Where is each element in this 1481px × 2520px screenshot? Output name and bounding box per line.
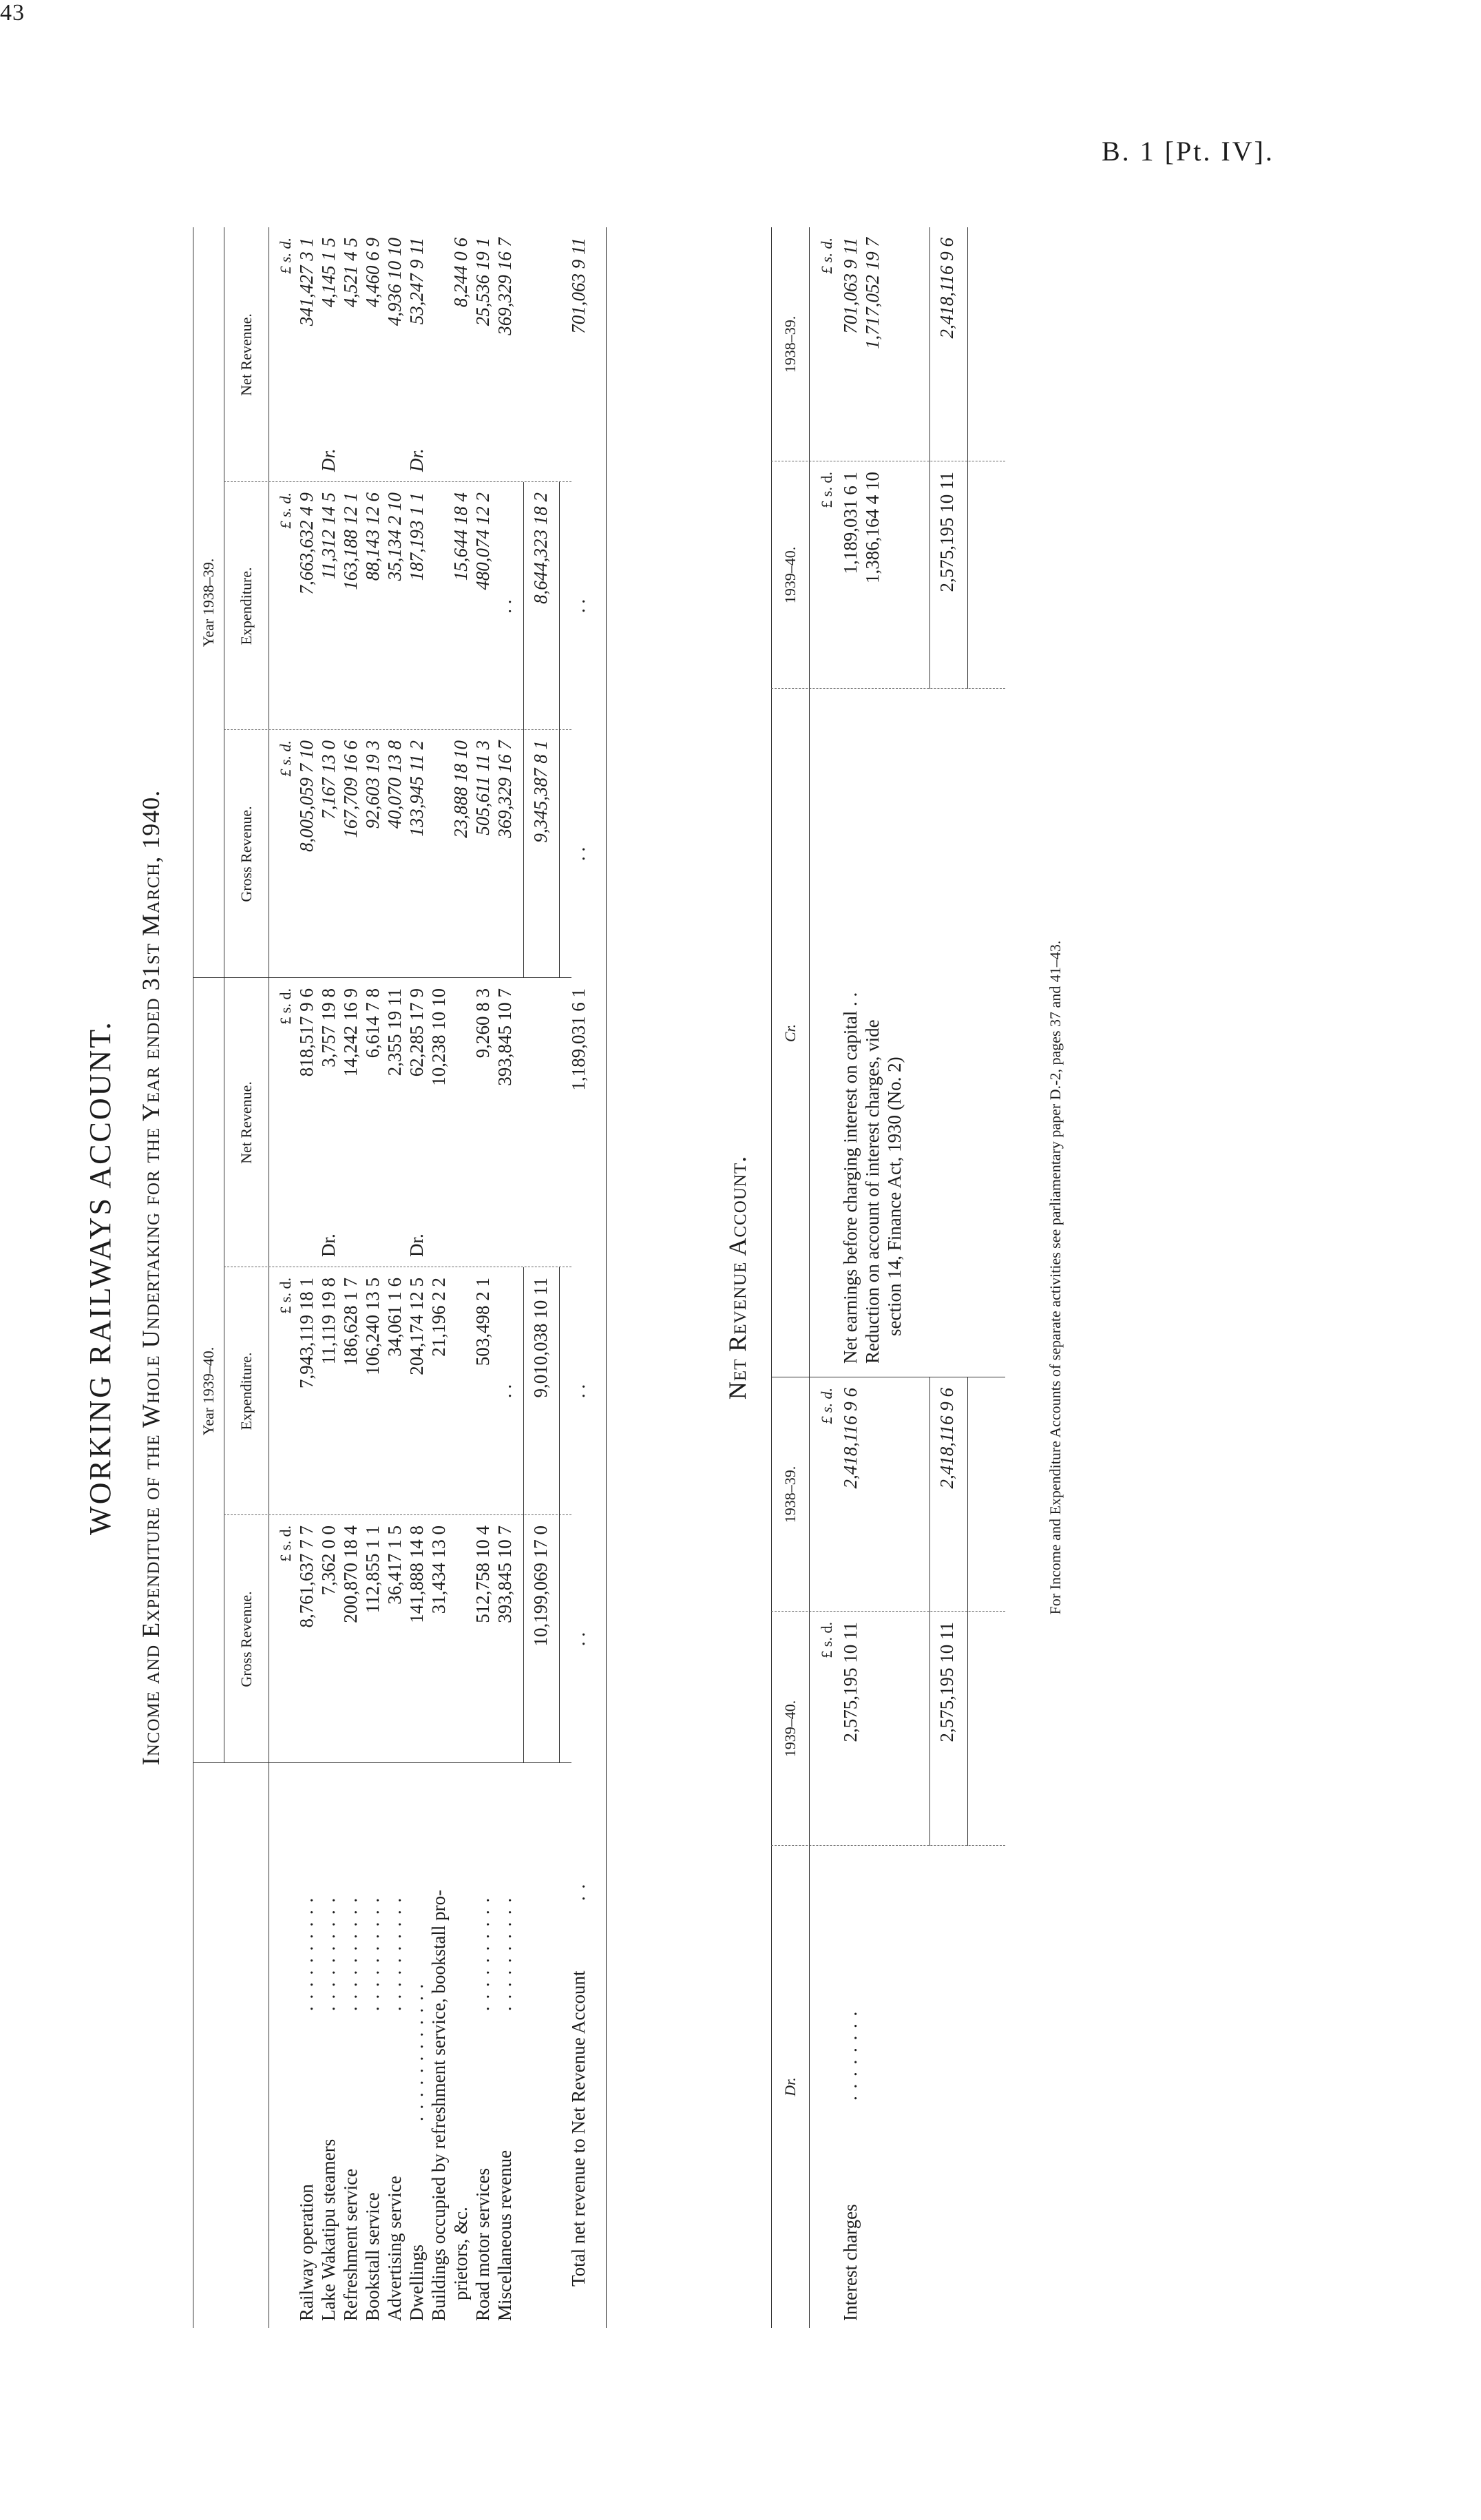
credit-label-3: section 14, Finance Act, 1930 (No. 2) (884, 1056, 905, 1336)
exp-1939: 34,061 1 6 (384, 1278, 405, 1357)
cr-col-1939: 1939–40. (781, 546, 799, 604)
dr-heading: Dr. (781, 2077, 799, 2096)
gross-1939: 512,758 10 4 (472, 1525, 493, 1623)
col-head-exp-1: Expenditure. (238, 1352, 255, 1430)
lsd-unit-gross-2: £ s. d. (277, 740, 294, 777)
net-1938: 341,427 3 1 (296, 238, 317, 326)
interest-charges-label: Interest charges (840, 2204, 861, 2321)
net-head-rule (809, 227, 810, 2328)
gross-1938: 369,329 16 7 (494, 740, 515, 838)
exp-1939: . . (494, 1384, 515, 1399)
net-1938: 25,536 19 1 (472, 238, 493, 326)
exp-1938: 480,074 12 2 (472, 492, 493, 590)
row-leaders: . . . . . . . . . . (472, 1896, 493, 2011)
credit-label-1: Net earnings before charging interest on capital . . (840, 992, 861, 1364)
page-number: 43 (0, 0, 25, 25)
row-label: Advertising service (384, 2176, 405, 2321)
net-1938: 4,521 4 5 (340, 238, 361, 308)
net-1939: 10,238 10 10 (428, 988, 449, 1086)
dr-total-1939: 2,575,195 10 11 (936, 1622, 957, 1742)
net-1939: 9,260 8 3 (472, 988, 493, 1059)
exp-1939: 186,628 1 7 (340, 1278, 361, 1366)
exp-1939: 21,196 2 2 (428, 1278, 449, 1357)
net-top-rule (771, 227, 772, 2328)
credit-label-2: Reduction on account of interest charges, vide (862, 1019, 883, 1364)
net-1939: 6,614 7 8 (362, 988, 383, 1059)
exp-1938: 15,644 18 4 (450, 492, 471, 581)
account-subtitle: Income and Expenditure of the Whole Undertaking for the Year ended 31st March, 1940. (137, 789, 165, 1766)
net-1938: 8,244 0 6 (450, 238, 471, 308)
exp-1939: 106,240 13 5 (362, 1278, 383, 1375)
gross-1939: 112,855 1 1 (362, 1525, 383, 1614)
exp-1938: 187,193 1 1 (406, 492, 427, 581)
dr-col-1939: 1939–40. (781, 1700, 799, 1758)
row-label: Refreshment service (340, 2168, 361, 2321)
exp-1938: 163,188 12 1 (340, 492, 361, 590)
row-leaders: . . . . . . . . . . (384, 1896, 405, 2011)
dr-total-underline (967, 1377, 968, 1846)
col-head-net-2: Net Revenue. (238, 313, 255, 396)
gross-1939: 200,870 18 4 (340, 1525, 361, 1623)
cr-total-rule (929, 227, 930, 689)
gross-1938: 505,611 11 3 (472, 740, 493, 835)
col-head-gross-2: Gross Revenue. (238, 806, 255, 902)
net-1939: 2,355 19 11 (384, 988, 405, 1076)
total-net-leaders: . . (568, 1882, 589, 1901)
net-flag-1939: Dr. (318, 1233, 339, 1257)
credit-value-1938-1: 701,063 9 11 (840, 238, 861, 334)
total-net-gross-1938: . . (568, 846, 589, 862)
dr-col-1938: 1938–39. (781, 1466, 799, 1523)
totals-underline-1938 (559, 482, 560, 978)
totals-rule-1939 (523, 1267, 524, 1763)
col-head-exp-2: Expenditure. (238, 567, 255, 645)
gross-1938: 40,070 13 8 (384, 740, 405, 829)
exp-1938: 88,143 12 6 (362, 492, 383, 581)
totals-rule-1938 (523, 482, 524, 978)
dr-col-rule-2 (771, 1611, 1005, 1612)
row-leaders: . . . . . . . . . . (340, 1896, 361, 2011)
dr-total-1938: 2,418,116 9 6 (936, 1388, 957, 1489)
gross-1939: 31,434 13 0 (428, 1525, 449, 1614)
row-leaders: . . . . . . . . . . (494, 1896, 515, 2011)
total-net-revenue-1939: 1,189,031 6 1 (568, 988, 589, 1091)
cr-total-1938: 2,418,116 9 6 (936, 238, 957, 339)
year-1939-40-heading: Year 1939–40. (200, 1346, 217, 1436)
total-net-label: Total net revenue to Net Revenue Account (568, 1970, 589, 2287)
lsd-unit-exp-1: £ s. d. (277, 1278, 294, 1314)
row-label: prietors, &c. (450, 2207, 471, 2300)
row-label: Lake Wakatipu steamers (318, 2138, 339, 2321)
cr-unit-1939: £ s. d. (818, 472, 835, 508)
net-1938: 369,329 16 7 (494, 238, 515, 335)
total-exp-1938: 8,644,323 18 2 (530, 492, 551, 604)
row-leaders: . . . . . . . . . . . . (406, 1982, 427, 2121)
year-1938-39-heading: Year 1938–39. (200, 558, 217, 647)
lsd-unit-gross-1: £ s. d. (277, 1525, 294, 1562)
row-leaders: . . . . . . . . . . (362, 1896, 383, 2011)
interest-charges-1939: 2,575,195 10 11 (840, 1622, 861, 1742)
col-head-net-1: Net Revenue. (238, 1081, 255, 1164)
total-gross-1938: 9,345,387 8 1 (530, 740, 551, 843)
footnote: For Income and Expenditure Accounts of separate activities see parliamentary paper D.-2, pages 37 and 41–43. (1047, 940, 1064, 1615)
net-1939: 14,242 16 9 (340, 988, 361, 1077)
cr-total-underline (967, 227, 968, 689)
dr-col-rule-1 (771, 1845, 1005, 1846)
dr-total-rule (929, 1377, 930, 1846)
total-net-gross-1939: . . (568, 1632, 589, 1647)
parliamentary-reference: B. 1 [Pt. IV]. (1102, 136, 1274, 167)
exp-1938: 35,134 2 10 (384, 492, 405, 581)
gross-1938: 7,167 13 0 (318, 740, 339, 820)
exp-1939: 204,174 12 5 (406, 1278, 427, 1375)
gross-1939: 36,417 1 5 (384, 1525, 405, 1605)
net-1938: 4,145 1 5 (318, 238, 339, 308)
totals-underline-1939 (559, 1267, 560, 1763)
net-1939: 62,285 17 9 (406, 988, 427, 1077)
net-flag-1938: Dr. (406, 448, 427, 472)
interest-charges-leaders: . . . . . . . . (840, 2010, 861, 2101)
lsd-unit-net-1: £ s. d. (277, 988, 294, 1025)
net-flag-1939: Dr. (406, 1233, 427, 1257)
interest-charges-1938: 2,418,116 9 6 (840, 1388, 861, 1489)
lsd-unit-net-2: £ s. d. (277, 238, 294, 274)
cr-unit-1938: £ s. d. (818, 238, 835, 274)
total-exp-1939: 9,010,038 10 11 (530, 1278, 551, 1398)
net-1939: 393,845 10 7 (494, 988, 515, 1086)
cr-col-1938: 1938–39. (781, 315, 799, 373)
net-1938: 4,936 10 10 (384, 238, 405, 326)
net-flag-1938: Dr. (318, 448, 339, 472)
cr-total-1939: 2,575,195 10 11 (936, 472, 957, 592)
exp-1938: 11,312 14 5 (318, 492, 339, 580)
gross-1939: 141,888 14 8 (406, 1525, 427, 1623)
net-1938: 53,247 9 11 (406, 238, 427, 325)
credit-value-1939-1: 1,189,031 6 1 (840, 472, 861, 574)
net-1939: 818,517 9 6 (296, 988, 317, 1077)
rotated-account-page (83, 227, 1294, 2328)
gross-1939: 393,845 10 7 (494, 1525, 515, 1623)
total-net-exp-1939: . . (568, 1384, 589, 1399)
row-label: Dwellings (406, 2245, 427, 2321)
gross-1939: 8,761,637 7 7 (296, 1525, 317, 1628)
gross-1939: 7,362 0 0 (318, 1525, 339, 1596)
exp-1939: 7,943,119 18 1 (296, 1278, 317, 1388)
table-bottom-rule (606, 227, 607, 2328)
net-1938: 4,460 6 9 (362, 238, 383, 308)
exp-1938: 7,663,632 4 9 (296, 492, 317, 595)
gross-1938: 133,945 11 2 (406, 740, 427, 837)
row-label: Buildings occupied by refreshment service, bookstall pro- (428, 1889, 449, 2321)
total-net-revenue-1938: 701,063 9 11 (568, 238, 589, 334)
dr-unit-1938: £ s. d. (818, 1388, 835, 1424)
net-1939: 3,757 19 8 (318, 988, 339, 1068)
gross-1938: 92,603 19 3 (362, 740, 383, 829)
col-head-gross-1: Gross Revenue. (238, 1591, 255, 1687)
row-label: Miscellaneous revenue (494, 2149, 515, 2321)
net-revenue-title: Net Revenue Account. (724, 1155, 751, 1400)
lsd-unit-exp-2: £ s. d. (277, 492, 294, 529)
credit-value-1938-2: 1,717,052 19 7 (862, 238, 883, 349)
credit-value-1939-2: 1,386,164 4 10 (862, 472, 883, 583)
row-label: Railway operation (296, 2184, 317, 2321)
gross-1938: 23,888 18 10 (450, 740, 471, 838)
total-net-exp-1938: . . (568, 598, 589, 614)
exp-1938: . . (494, 598, 515, 614)
row-label: Bookstall service (362, 2192, 383, 2321)
cr-heading: Cr. (781, 1023, 799, 1043)
exp-1939: 503,498 2 1 (472, 1278, 493, 1366)
row-leaders: . . . . . . . . . . (296, 1896, 317, 2011)
row-label: Road motor services (472, 2168, 493, 2321)
account-title: WORKING RAILWAYS ACCOUNT. (83, 1020, 117, 1535)
gross-1938: 8,005,059 7 10 (296, 740, 317, 852)
gross-1938: 167,709 16 6 (340, 740, 361, 838)
total-gross-1939: 10,199,069 17 0 (530, 1525, 551, 1647)
dr-unit-1939: £ s. d. (818, 1622, 835, 1658)
cr-col-rule-1 (771, 688, 1005, 689)
row-leaders: . . . . . . . . . . (318, 1896, 339, 2011)
exp-1939: 11,119 19 8 (318, 1278, 339, 1365)
